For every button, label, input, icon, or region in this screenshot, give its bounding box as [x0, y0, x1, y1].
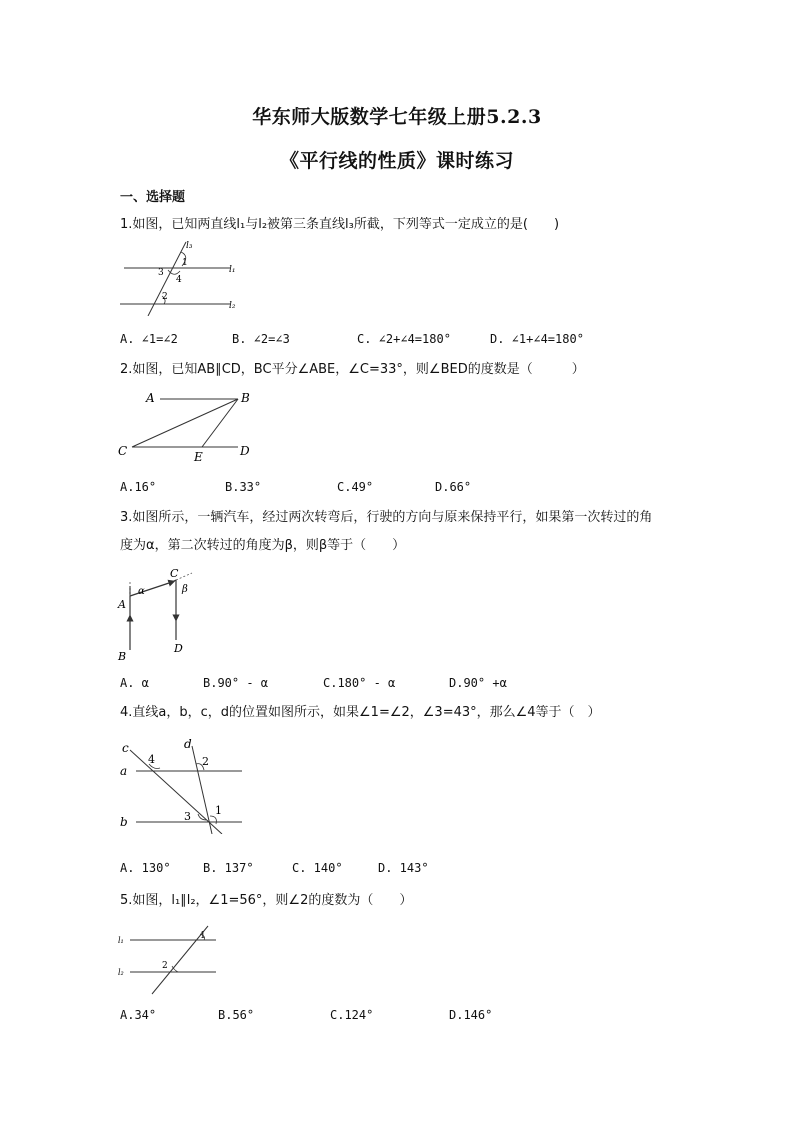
fig5-label-l2: l₂ — [118, 968, 124, 977]
fig1-label-1: 1 — [182, 258, 188, 268]
question-4-stem: 4.直线a，b，c，d的位置如图所示，如果∠1=∠2，∠3=43°，那么∠4等于（ ） — [120, 705, 601, 720]
fig4-label-3: 3 — [184, 810, 191, 823]
question-3-stem-line2: 度为α，第二次转过的角度为β，则β等于（ ） — [120, 538, 406, 553]
fig4-label-2: 2 — [202, 755, 209, 768]
q2-option-b: B.33° — [225, 480, 262, 494]
fig5-label-l1: l₁ — [118, 936, 124, 945]
fig2-label-b: B — [241, 391, 250, 405]
fig3-label-a: A — [118, 598, 126, 611]
question-5-stem: 5.如图，l₁∥l₂，∠1=56°，则∠2的度数为（ ） — [120, 893, 413, 908]
fig2-label-c: C — [118, 444, 128, 458]
fig4-label-a: a — [120, 764, 128, 778]
fig1-label-l3: l₃ — [186, 241, 193, 251]
q1-option-c: C. ∠2+∠4=180° — [357, 332, 451, 346]
fig3-label-beta: β — [182, 584, 188, 595]
q3-option-c: C.180° - α — [323, 676, 396, 690]
fig3-label-c: C — [170, 567, 179, 580]
fig2-label-e: E — [194, 450, 203, 464]
fig3-label-d: D — [174, 642, 183, 655]
q1-option-b: B. ∠2=∠3 — [232, 332, 290, 346]
fig4-label-b: b — [120, 815, 128, 829]
fig1-label-2: 2 — [162, 292, 168, 302]
section-heading: 一、选择题 — [120, 190, 186, 205]
fig1-label-4: 4 — [176, 275, 182, 285]
fig5-label-2: 2 — [162, 961, 168, 971]
q4-option-a: A. 130° — [120, 861, 171, 875]
q2-option-d: D.66° — [435, 480, 472, 494]
q4-option-b: B. 137° — [203, 861, 254, 875]
fig4-label-d: d — [184, 737, 192, 751]
fig4-label-1: 1 — [215, 804, 222, 817]
q1-option-a: A. ∠1=∠2 — [120, 332, 178, 346]
q3-option-a: A. α — [120, 676, 149, 690]
q3-option-b: B.90° - α — [203, 676, 269, 690]
fig4-label-c: c — [122, 741, 129, 755]
q4-option-d: D. 143° — [378, 861, 429, 875]
question-5-figure — [116, 924, 226, 996]
document-title: 华东师大版数学七年级上册5.2.3 — [252, 106, 542, 128]
question-4-figure — [116, 734, 256, 834]
q3-option-d: D.90° +α — [449, 676, 507, 690]
q5-option-b: B.56° — [218, 1008, 255, 1022]
q5-option-a: A.34° — [120, 1008, 157, 1022]
question-1-stem: 1.如图，已知两直线l₁与l₂被第三条直线l₃所截，下列等式一定成立的是( ) — [120, 217, 560, 232]
fig3-label-alpha: α — [138, 586, 145, 597]
q1-option-d: D. ∠1+∠4=180° — [490, 332, 584, 346]
q2-option-a: A.16° — [120, 480, 157, 494]
q4-option-c: C. 140° — [292, 861, 343, 875]
fig1-label-l1: l₁ — [229, 265, 236, 275]
q5-option-d: D.146° — [449, 1008, 493, 1022]
question-3-figure — [114, 564, 204, 664]
fig3-label-b: B — [118, 650, 127, 663]
question-2-figure — [116, 386, 261, 466]
q2-option-c: C.49° — [337, 480, 374, 494]
fig2-label-d: D — [240, 444, 250, 458]
fig5-label-1: 1 — [200, 931, 206, 941]
question-1-figure — [118, 238, 248, 316]
document-subtitle: 《平行线的性质》课时练习 — [279, 150, 514, 172]
question-3-stem-line1: 3.如图所示，一辆汽车，经过两次转弯后，行驶的方向与原来保持平行，如果第一次转过的角 — [120, 510, 653, 525]
fig4-label-4: 4 — [148, 753, 155, 766]
fig1-label-3: 3 — [158, 268, 164, 278]
fig2-label-a: A — [146, 391, 155, 405]
question-2-stem: 2.如图，已知AB∥CD，BC平分∠ABE，∠C=33°，则∠BED的度数是（ ） — [120, 362, 585, 377]
q5-option-c: C.124° — [330, 1008, 374, 1022]
fig1-label-l2: l₂ — [229, 301, 236, 311]
